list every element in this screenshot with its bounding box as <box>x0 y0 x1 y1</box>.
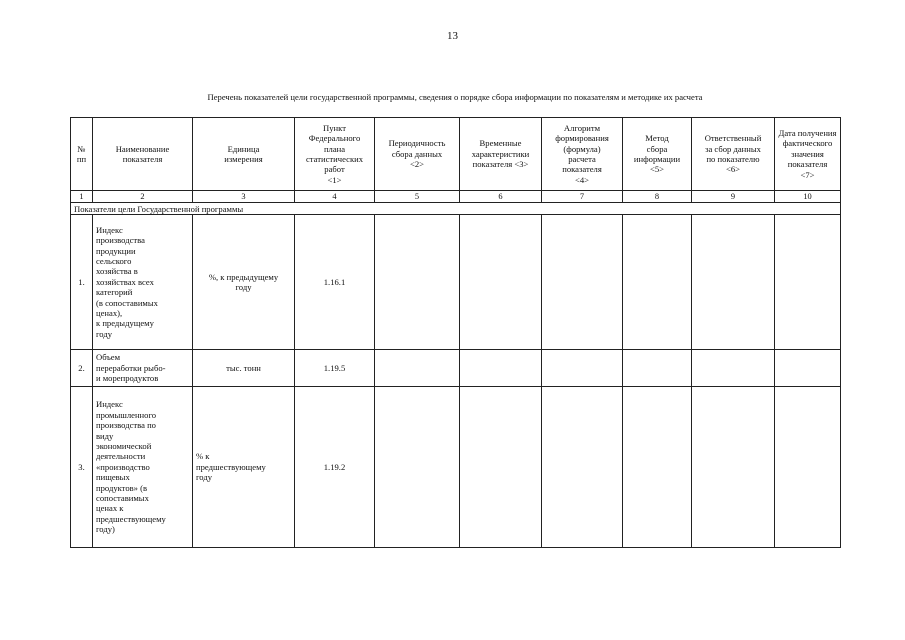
header-row <box>71 118 841 191</box>
header-cell-periodicity <box>375 118 460 191</box>
plan-item: 1.16.1 <box>295 215 375 350</box>
page-number: 13 <box>447 30 458 42</box>
column-number: 2 <box>93 191 193 203</box>
section-title: Показатели цели Государственной программы <box>71 203 841 215</box>
indicator-unit: % к предшествующему году <box>193 387 295 548</box>
column-number: 10 <box>775 191 841 203</box>
header-label: Алгоритм формирования (формула) расчета показателя <4> <box>555 122 609 185</box>
header-label: Ответственный за сбор данных по показателю <6> <box>704 133 762 175</box>
time-characteristics <box>460 215 542 350</box>
column-number: 4 <box>295 191 375 203</box>
header-label: Единица измерения <box>224 143 263 164</box>
header-cell-plan-item <box>295 118 375 191</box>
indicator-name: Индекс промышленного производства по виду экономической деятельности «производство пищевых продуктов» (в сопоставимых ценах к предшествующему году) <box>93 387 193 548</box>
header-cell-date <box>775 118 841 191</box>
periodicity <box>375 215 460 350</box>
table-row <box>71 350 841 387</box>
header-cell-responsible <box>692 118 775 191</box>
header-cell-time <box>460 118 542 191</box>
periodicity <box>375 387 460 548</box>
header-label: Пункт Федерального плана статистических работ <1> <box>305 122 364 185</box>
row-number: 2. <box>71 350 93 387</box>
header-cell-name <box>93 118 193 191</box>
column-number: 3 <box>193 191 295 203</box>
header-label: Дата получения фактического значения показателя <7> <box>778 127 837 180</box>
responsible <box>692 350 775 387</box>
indicator-name: Объем переработки рыбо- и морепродуктов <box>93 350 193 387</box>
collection-method <box>623 350 692 387</box>
header-label: Периодичность сбора данных <2> <box>388 138 446 170</box>
row-number: 1. <box>71 215 93 350</box>
plan-item: 1.19.5 <box>295 350 375 387</box>
header-cell-algorithm <box>542 118 623 191</box>
header-label: № пп <box>76 143 87 164</box>
responsible <box>692 387 775 548</box>
header-label: Временные характеристики показателя <3> <box>471 138 530 170</box>
indicators-table <box>70 117 841 548</box>
indicator-unit: %, к предыдущему году <box>193 215 295 350</box>
section-row <box>71 203 841 215</box>
algorithm <box>542 387 623 548</box>
header-label: Метод сбора информации <5> <box>633 133 681 175</box>
document-title: Перечень показателей цели государственной программы, сведения о порядке сбора информации по показателям и методике их расчета <box>207 92 703 102</box>
time-characteristics <box>460 387 542 548</box>
header-label: Наименование показателя <box>115 143 170 164</box>
indicator-unit: тыс. тонн <box>193 350 295 387</box>
table-row <box>71 215 841 350</box>
column-number: 1 <box>71 191 93 203</box>
column-number: 9 <box>692 191 775 203</box>
column-number: 5 <box>375 191 460 203</box>
time-characteristics <box>460 350 542 387</box>
collection-method <box>623 215 692 350</box>
actual-value-date <box>775 387 841 548</box>
actual-value-date <box>775 215 841 350</box>
table-row <box>71 387 841 548</box>
responsible <box>692 215 775 350</box>
periodicity <box>375 350 460 387</box>
row-number: 3. <box>71 387 93 548</box>
column-number: 6 <box>460 191 542 203</box>
actual-value-date <box>775 350 841 387</box>
plan-item: 1.19.2 <box>295 387 375 548</box>
header-cell-num <box>71 118 93 191</box>
algorithm <box>542 215 623 350</box>
header-cell-unit <box>193 118 295 191</box>
collection-method <box>623 387 692 548</box>
header-cell-method <box>623 118 692 191</box>
column-number-row <box>71 191 841 203</box>
algorithm <box>542 350 623 387</box>
indicator-name: Индекс производства продукции сельского хозяйства в хозяйствах всех категорий (в сопоставимых ценах), к предыдущему году <box>93 215 193 350</box>
column-number: 8 <box>623 191 692 203</box>
column-number: 7 <box>542 191 623 203</box>
